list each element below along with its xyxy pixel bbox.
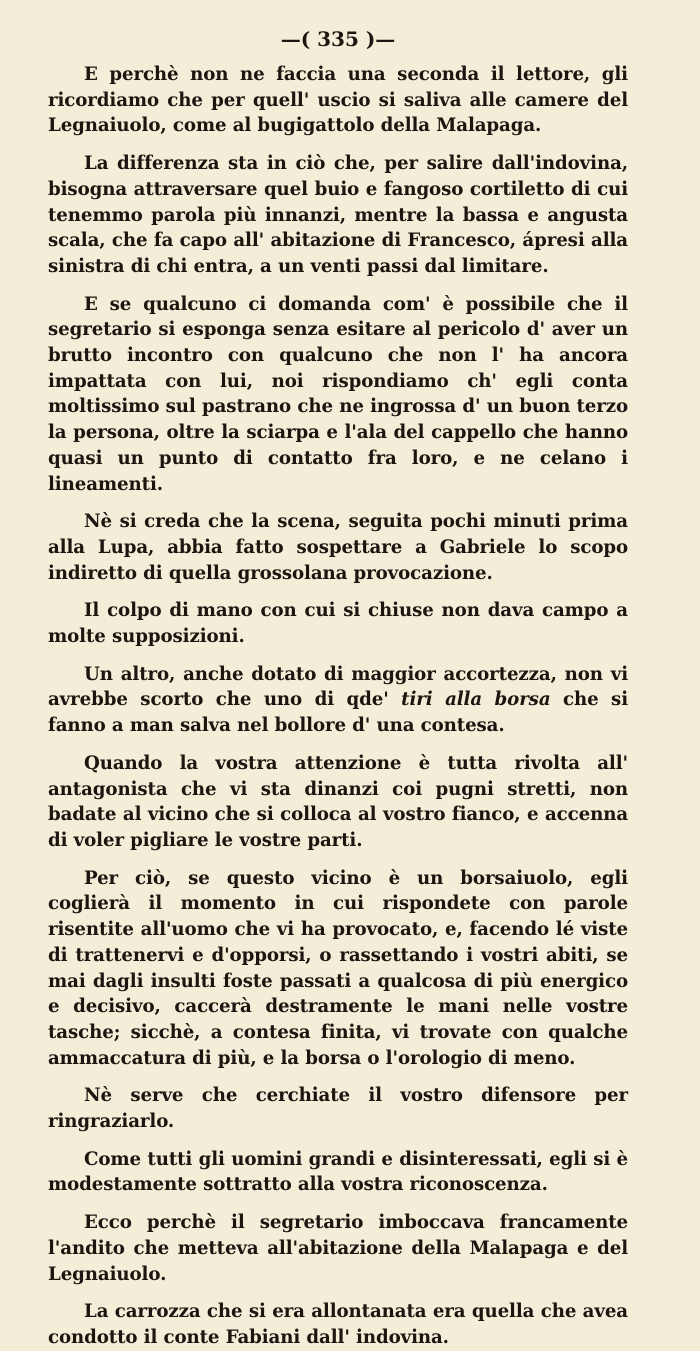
paragraph-2: La differenza sta in ciò che, per salire dall'indovina, bisogna attraversare quel buio e fangoso cortiletto di cui tenemmo parola più innanzi, mentre la bassa e angusta scala, che fa capo all' abitazione di Francesco, ápresi alla sinistra di chi entra, a un venti passi dal limitare. bbox=[48, 153, 628, 277]
paragraph-7: Quando la vostra attenzione è tutta rivolta all' antagonista che vi sta dinanzi coi pugni stretti, non badate al vicino che si colloca al vostro fianco, e accenna di voler pigliare le vostre parti. bbox=[48, 752, 628, 851]
paragraph-8: Per ciò, se questo vicino è un borsaiuolo, egli coglierà il momento in cui rispondete con parole risentite all'uomo che vi ha provocato, e, facendo lé viste di trattenervi e d'opporsi, o rassettando i vostri abiti, se mai dagli insulti foste passati a qualcosa di più energico e decisivo, caccerà destramente le mani nelle vostre tasche; sicchè, a contesa finita, vi trovate con qualche ammaccatura di più, e la borsa o l'orologio di meno. bbox=[48, 867, 628, 1069]
paragraph-11: Ecco perchè il segretario imboccava francamente l'andito che metteva all'abitazione della Malapaga e del Legnaiuolo. bbox=[48, 1212, 628, 1285]
paragraph-6 bbox=[48, 662, 628, 739]
paragraph-6-italic-phrase: tiri alla borsa bbox=[401, 689, 551, 711]
paragraph-3: E se qualcuno ci domanda com' è possibile che il segretario si esponga senza esitare al pericolo d' aver un brutto incontro con qualcuno che non l' ha ancora impattata con lui, noi rispondiamo ch' egli conta moltissimo sul pastrano che ne ingrossa d' un buon terzo la persona, oltre la sciarpa e l'ala del cappello che hanno quasi un punto di contatto fra loro, e ne celano i lineamenti. bbox=[48, 293, 628, 495]
paragraph-1: E perchè non ne faccia una seconda il lettore, gli ricordiamo che per quell' uscio si saliva alle camere del Legnaiuolo, come al bugigattolo della Malapaga. bbox=[48, 64, 628, 137]
paragraph-6-end: che si fanno a man salva nel bollore d' una contesa. bbox=[48, 689, 628, 737]
page-header: —( 335 )— bbox=[280, 27, 396, 51]
paragraph-4: Nè si creda che la scena, seguita pochi minuti prima alla Lupa, abbia fatto sospettare a Gabriele lo scopo indiretto di quella grossolana provocazione. bbox=[48, 511, 628, 584]
paragraph-5: Il colpo di mano con cui si chiuse non dava campo a molte supposizioni. bbox=[48, 600, 628, 648]
paragraph-10: Come tutti gli uomini grandi e disinteressati, egli si è modestamente sottratto alla vostra riconoscenza. bbox=[48, 1148, 628, 1196]
paragraph-6-start: Un altro, anche dotato di maggior accortezza, non vi avrebbe scorto che uno di qde' bbox=[48, 663, 628, 711]
paragraph-12: La carrozza che si era allontanata era quella che avea condotto il conte Fabiani dall' indovina. bbox=[48, 1301, 628, 1348]
body-text bbox=[48, 62, 628, 1351]
paragraph-9: Nè serve che cerchiate il vostro difensore per ringraziarlo. bbox=[48, 1085, 628, 1133]
